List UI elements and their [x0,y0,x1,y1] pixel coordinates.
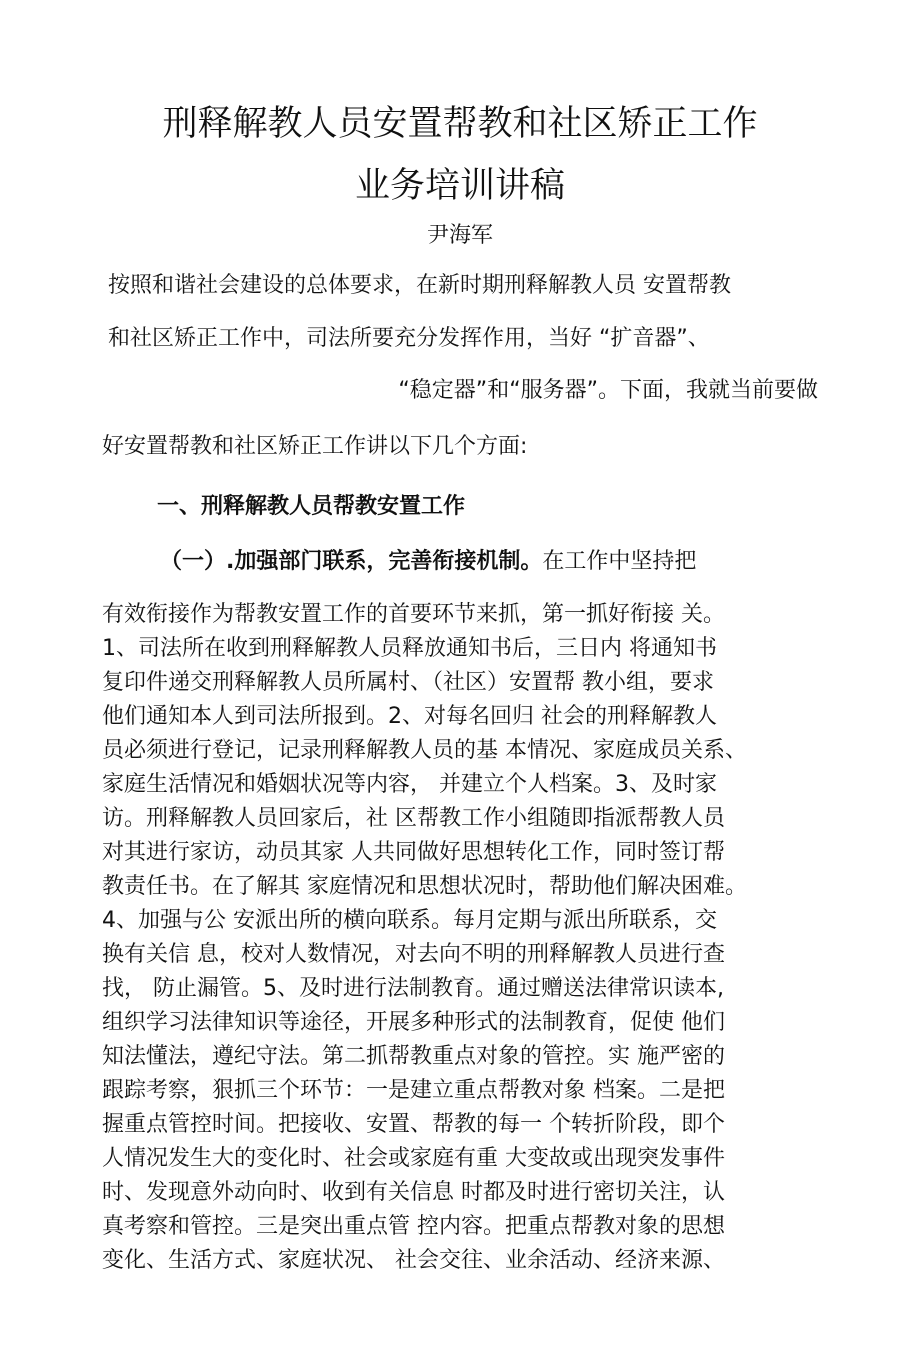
body-line: 组织学习法律知识等途径，开展多种形式的法制教育，促使 他们 [102,1010,725,1035]
body-line: 知法懂法，遵纪守法。第二抓帮教重点对象的管控。实 施严密的 [102,1044,725,1069]
body-paragraph [102,598,834,1278]
body-line: 握重点管控时间。把接收、安置、帮教的每一 个转折阶段，即个 [102,1112,725,1137]
body-line: 4、加强与公 安派出所的横向联系。每月定期与派出所联系，交 [102,908,717,933]
body-line: 对其进行家访，动员其家 人共同做好思想转化工作，同时签订帮 [102,840,725,865]
body-line: 复印件递交刑释解教人员所属村、（社区）安置帮 教小组，要求 [102,670,714,695]
intro-line: 好安置帮教和社区矫正工作讲以下几个方面: [102,434,528,459]
body-line: 1、司法所在收到刑释解教人员释放通知书后，三日内 将通知书 [102,636,717,661]
body-line: 他们通知本人到司法所报到。2、对每名回归 社会的刑释解教人 [102,704,717,729]
body-line: 访。刑释解教人员回家后，社 区帮教工作小组随即指派帮教人员 [102,806,725,831]
subsection-lead-text: 在工作中坚持把 [542,549,697,574]
author-name: 尹海军 [426,223,493,248]
intro-line: 按照和谐社会建设的总体要求，在新时期刑释解教人员 安置帮教 [108,273,731,298]
body-line: 换有关信 息，校对人数情况，对去向不明的刑释解教人员进行查 [102,942,725,967]
body-line: 家庭生活情况和婚姻状况等内容， 并建立个人档案。3、及时家 [102,772,717,797]
body-line: 真考察和管控。三是突出重点管 控内容。把重点帮教对象的思想 [102,1214,725,1239]
document-title-line1: 刑释解教人员安置帮教和社区矫正工作 [162,104,758,144]
intro-line: 和社区矫正工作中，司法所要充分发挥作用，当好 “扩音器”、 [108,326,710,351]
body-line: 找， 防止漏管。5、及时进行法制教育。通过赠送法律常识读本, [102,976,724,1001]
subsection-paragraph-start [160,544,696,575]
intro-line: “稳定器”和“服务器”。下面，我就当前要做 [398,378,818,403]
body-line: 时、发现意外动向时、收到有关信息 时都及时进行密切关注，认 [102,1180,725,1205]
body-line: 跟踪考察，狠抓三个环节：一是建立重点帮教对象 档案。二是把 [102,1078,725,1103]
document-title-line2: 业务培训讲稿 [354,166,565,206]
body-line: 教责任书。在了解其 家庭情况和思想状况时，帮助他们解决困难。 [102,874,747,899]
body-line: 员必须进行登记，记录刑释解教人员的基 本情况、家庭成员关系、 [102,738,747,763]
body-line: 人情况发生大的变化时、社会或家庭有重 大变故或出现突发事件 [102,1146,725,1171]
body-line: 变化、生活方式、家庭状况、 社会交往、业余活动、经济来源、 [102,1248,725,1273]
subsection-heading: （一）.加强部门联系，完善衔接机制。 [160,549,543,574]
section-heading: 一、刑释解教人员帮教安置工作 [157,494,466,519]
body-line: 有效衔接作为帮教安置工作的首要环节来抓，第一抓好衔接 关。 [102,602,725,627]
